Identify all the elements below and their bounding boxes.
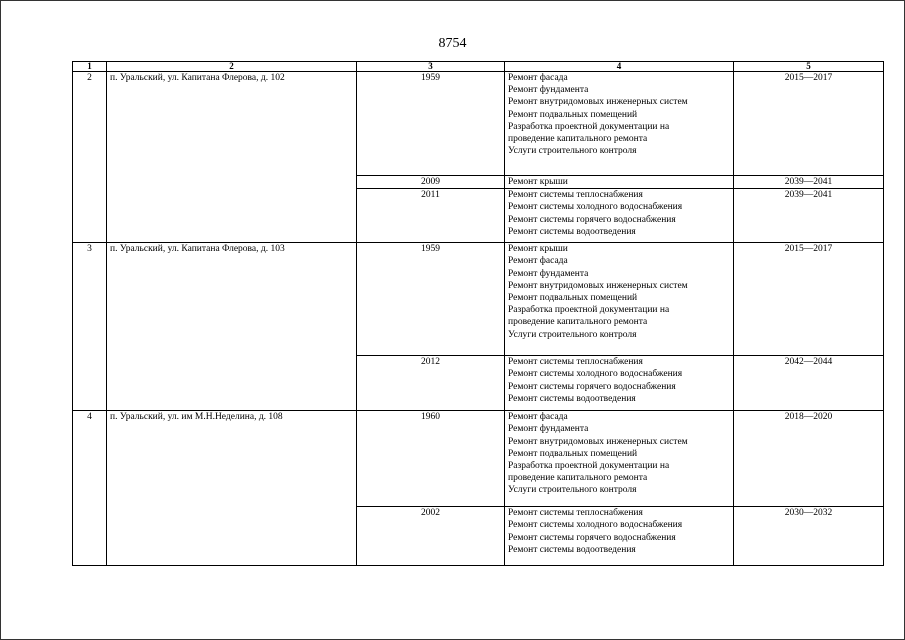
work-item: Ремонт системы водоотведения bbox=[508, 393, 636, 404]
work-item: Ремонт крыши bbox=[508, 177, 568, 187]
works-cell bbox=[505, 356, 734, 411]
year-cell: 1959 bbox=[357, 243, 505, 356]
work-item: Услуги строительного контроля bbox=[508, 329, 637, 340]
work-item: Ремонт системы горячего водоснабжения bbox=[508, 381, 676, 392]
row-number-cell: 4 bbox=[73, 411, 107, 566]
period-cell: 2030—2032 bbox=[734, 507, 884, 566]
header-row bbox=[73, 62, 884, 72]
works-cell bbox=[505, 189, 734, 243]
work-item: Ремонт системы теплоснабжения bbox=[508, 190, 643, 201]
work-item: Ремонт внутридомовых инженерных систем bbox=[508, 280, 688, 291]
work-item: Ремонт системы теплоснабжения bbox=[508, 357, 643, 368]
year-cell: 1959 bbox=[357, 72, 505, 176]
period-cell: 2015—2017 bbox=[734, 72, 884, 176]
work-item: Ремонт фасада bbox=[508, 256, 568, 267]
work-item: проведение капитального ремонта bbox=[508, 317, 648, 328]
work-item: Разработка проектной документации на bbox=[508, 461, 670, 472]
work-item: Ремонт внутридомовых инженерных систем bbox=[508, 436, 688, 447]
column-header-1: 1 bbox=[73, 62, 107, 72]
works-cell bbox=[505, 72, 734, 176]
work-item: проведение капитального ремонта bbox=[508, 473, 648, 484]
work-item: Ремонт фасада bbox=[508, 412, 568, 423]
row-number-cell: 3 bbox=[73, 243, 107, 411]
work-item: Ремонт фундамента bbox=[508, 268, 589, 279]
work-item: Ремонт системы теплоснабжения bbox=[508, 508, 643, 519]
year-cell: 2002 bbox=[357, 507, 505, 566]
work-item: Ремонт фундамента bbox=[508, 424, 589, 435]
work-item: Ремонт фундамента bbox=[508, 85, 589, 96]
column-header-5: 5 bbox=[734, 62, 884, 72]
period-cell: 2042—2044 bbox=[734, 356, 884, 411]
table-row bbox=[73, 72, 884, 176]
works-cell bbox=[505, 411, 734, 507]
work-item: Ремонт подвальных помещений bbox=[508, 448, 638, 459]
work-item: Ремонт системы холодного водоснабжения bbox=[508, 369, 683, 380]
year-cell: 2011 bbox=[357, 189, 505, 243]
work-item: Разработка проектной документации на bbox=[508, 121, 670, 132]
row-number-cell: 2 bbox=[73, 72, 107, 243]
work-item: Ремонт фасада bbox=[508, 73, 568, 83]
column-header-3: 3 bbox=[357, 62, 505, 72]
work-item: Ремонт крыши bbox=[508, 244, 568, 255]
work-item: Ремонт внутридомовых инженерных систем bbox=[508, 97, 688, 108]
works-cell bbox=[505, 243, 734, 356]
address-cell: п. Уральский, ул. Капитана Флерова, д. 102 bbox=[107, 72, 357, 243]
column-header-2: 2 bbox=[107, 62, 357, 72]
year-cell: 2009 bbox=[357, 176, 505, 189]
work-item: Ремонт подвальных помещений bbox=[508, 109, 638, 120]
work-item: Ремонт системы горячего водоснабжения bbox=[508, 532, 676, 543]
work-item: Ремонт системы водоотведения bbox=[508, 544, 636, 555]
period-cell: 2039—2041 bbox=[734, 189, 884, 243]
year-cell: 1960 bbox=[357, 411, 505, 507]
works-cell bbox=[505, 176, 734, 189]
address-cell: п. Уральский, ул. им М.Н.Неделина, д. 108 bbox=[107, 411, 357, 566]
period-cell: 2039—2041 bbox=[734, 176, 884, 189]
work-item: проведение капитального ремонта bbox=[508, 134, 648, 145]
work-item: Ремонт системы водоотведения bbox=[508, 226, 636, 237]
work-item: Услуги строительного контроля bbox=[508, 485, 637, 496]
work-item: Услуги строительного контроля bbox=[508, 146, 637, 157]
year-cell: 2012 bbox=[357, 356, 505, 411]
repair-schedule-table bbox=[72, 61, 884, 566]
work-item: Ремонт системы холодного водоснабжения bbox=[508, 520, 683, 531]
work-item: Ремонт системы холодного водоснабжения bbox=[508, 202, 683, 213]
period-cell: 2018—2020 bbox=[734, 411, 884, 507]
page-number: 8754 bbox=[438, 36, 467, 51]
address-cell: п. Уральский, ул. Капитана Флерова, д. 103 bbox=[107, 243, 357, 411]
table-row bbox=[73, 411, 884, 507]
period-cell: 2015—2017 bbox=[734, 243, 884, 356]
work-item: Ремонт подвальных помещений bbox=[508, 293, 638, 304]
work-item: Ремонт системы горячего водоснабжения bbox=[508, 214, 676, 225]
works-cell bbox=[505, 507, 734, 566]
column-header-4: 4 bbox=[505, 62, 734, 72]
table-row bbox=[73, 243, 884, 356]
work-item: Разработка проектной документации на bbox=[508, 305, 670, 316]
